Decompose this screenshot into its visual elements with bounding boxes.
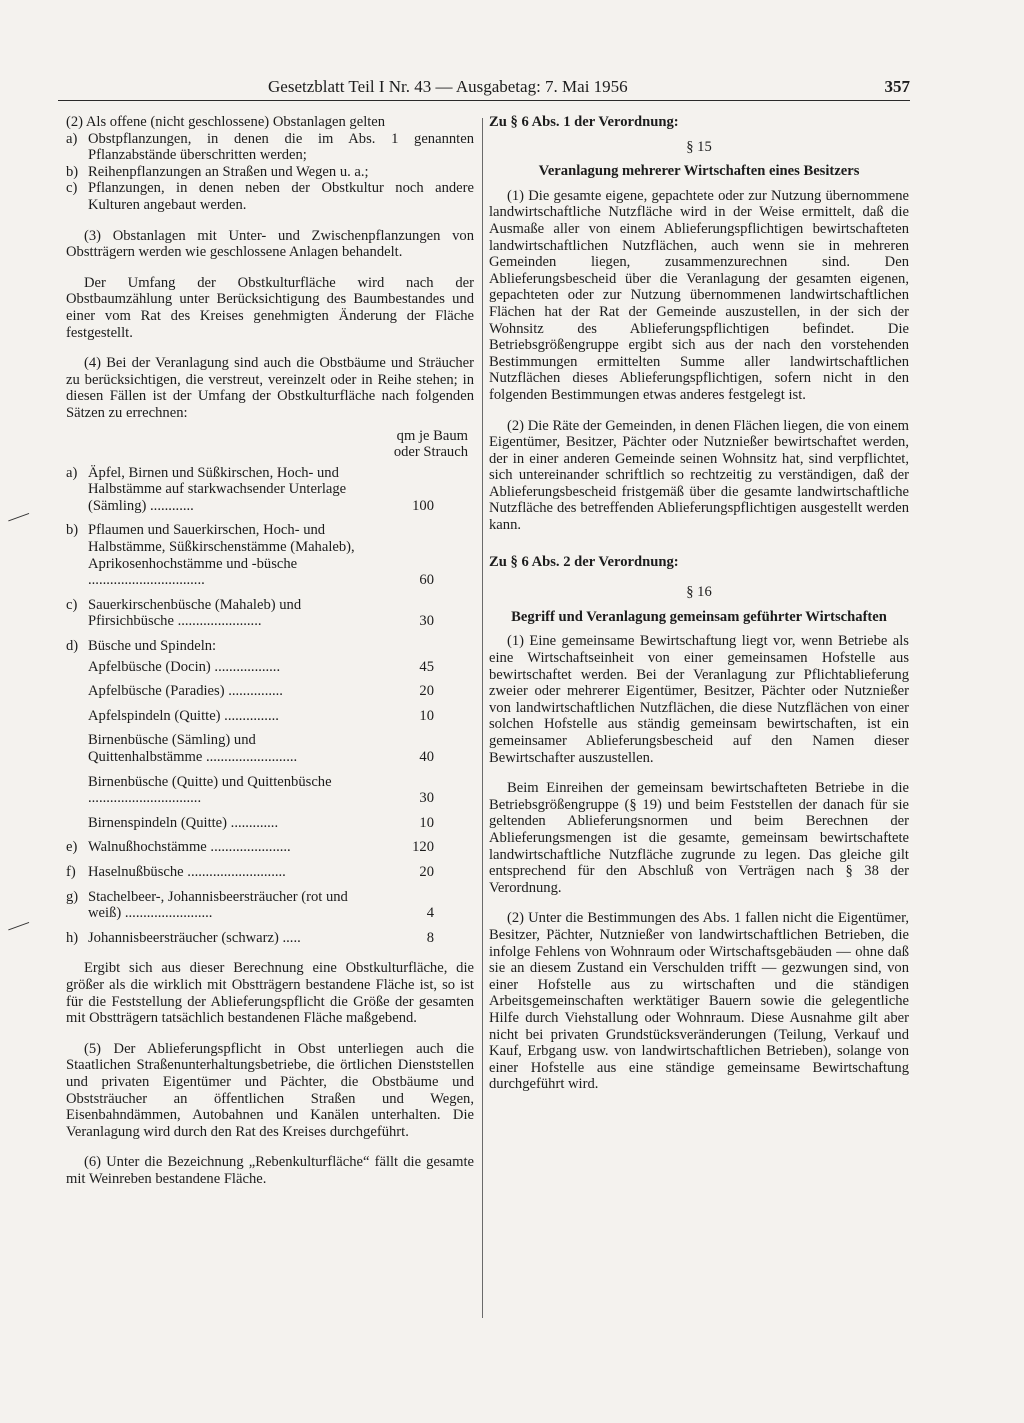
row-text: Apfelspindeln (Quitte) ............... <box>88 707 279 724</box>
list-label: b) <box>66 163 79 180</box>
row-text: Johannisbeersträucher (schwarz) ..... <box>88 929 301 946</box>
row-value: 100 <box>412 497 434 514</box>
row-text: Pflaumen und Sauerkirschen, Hoch- und Halbstämme, Süßkirschenstämme (Mahaleb), Aprikosenhochstämme und -büsche ................................ <box>88 522 355 589</box>
row-label: b) <box>66 522 79 539</box>
list-text: Obstpflanzungen, in denen die im Abs. 1 genannten Pflanzabstände überschritten werden; <box>88 130 474 164</box>
left-column <box>66 114 474 1201</box>
row-value: 20 <box>419 863 434 880</box>
table-subrow <box>66 774 474 807</box>
table-subrow <box>66 732 474 765</box>
list-item <box>66 180 474 213</box>
list-text: Reihenpflanzungen an Straßen und Wegen u. a.; <box>88 163 369 180</box>
paragraph-2-intro: (2) Als offene (nicht geschlossene) Obstanlagen gelten <box>66 114 386 130</box>
section-number: § 16 <box>686 584 712 601</box>
paragraph-3b: Der Umfang der Obstkulturfläche wird nach der Obstbaumzählung unter Berücksichtigung des Baumbestandes und einer vom Rat des Kreises genehmigten Änderung der Fläche festgestellt. <box>66 274 474 341</box>
list-label: c) <box>66 180 78 197</box>
row-value: 30 <box>419 613 434 630</box>
table-row <box>66 465 474 515</box>
margin-mark <box>5 913 29 931</box>
table-subrow <box>66 659 474 676</box>
row-label: g) <box>66 888 79 905</box>
row-value: 10 <box>419 707 434 724</box>
header-rule <box>58 100 910 101</box>
table-header-line-2: oder Strauch <box>393 444 468 461</box>
paragraph-4b: Ergibt sich aus dieser Berechnung eine Obstkulturfläche, die größer als die wirklich mit Obstträgern bestandene Fläche ist, so ist für die Feststellung der Ablieferungspflicht die Größe der gesamten mit Obstträgern tatsächlich bestandenen Fläche maßgebend. <box>66 960 474 1027</box>
list-item <box>66 131 474 164</box>
table-subrow <box>66 683 474 700</box>
list-text: Pflanzungen, in denen neben der Obstkultur noch andere Kulturen angebaut werden. <box>88 180 474 213</box>
row-text: Birnenbüsche (Sämling) und Quittenhalbstämme ......................... <box>88 732 298 765</box>
paragraph-6: (6) Unter die Bezeichnung „Rebenkulturfläche“ fällt die gesamte mit Weinreben bestandene Fläche. <box>66 1154 474 1187</box>
row-text: Stachelbeer-, Johannisbeersträucher (rot und weiß) ........................ <box>88 888 348 922</box>
row-value: 8 <box>426 929 434 946</box>
table-row <box>66 522 474 588</box>
row-label: e) <box>66 839 78 856</box>
header-title: Gesetzblatt Teil I Nr. 43 — Ausgabetag: 7. Mai 1956 <box>268 77 628 96</box>
row-value: 60 <box>419 572 434 589</box>
row-value: 30 <box>419 790 434 807</box>
paragraph-2 <box>66 114 474 214</box>
section-15-paragraph-2: (2) Die Räte der Gemeinden, in denen Flächen liegen, die von einem Eigentümer, Besitzer, Pächter oder Nutznießer bewirtschaftet werden, der in einer anderen Gemeinde seinen Wohnsitz hat, sind verpflichtet, sich untereinander schriftlich so rechtzeitig zu verständigen, daß der Ablieferungsbescheid fristgemäß über die gesamte landwirtschaftliche Nutzfläche des betreffenden Ablieferungspflichtigen ausgestellt werden kann. <box>489 417 909 534</box>
row-text: Sauerkirschenbüsche (Mahaleb) und Pfirsichbüsche ....................... <box>88 596 302 630</box>
section-reference: Zu § 6 Abs. 2 der Verordnung: <box>489 553 679 570</box>
table-header-line-1: qm je Baum <box>396 427 468 444</box>
table-row <box>66 597 474 630</box>
paragraph-3: (3) Obstanlagen mit Unter- und Zwischenpflanzungen von Obstträgern werden wie geschlossene Anlagen behandelt. <box>66 227 474 261</box>
row-text: Apfelbüsche (Docin) .................. <box>88 658 281 675</box>
list-item <box>66 164 474 181</box>
row-label: a) <box>66 464 78 481</box>
row-label: f) <box>66 863 76 880</box>
section-16-paragraph-1b: Beim Einreihen der gemeinsam bewirtschafteten Betriebe in die Betriebsgrößengruppe (§ 19) und beim Feststellen der danach für sie geltenden Ablieferungsnormen und beim Berechnen der Ablieferungsmengen ist die gesamte, gemeinsam bewirtschaftete landwirtschaftliche Nutzfläche zugrunde zu legen. Das gleiche gilt entsprechend für den Abschluß von Verträgen nach § 38 der Verordnung. <box>489 780 909 896</box>
row-text: Äpfel, Birnen und Süßkirschen, Hoch- und Halbstämme auf starkwachsender Unterlage (Sämling) ............ <box>88 464 347 514</box>
row-label: h) <box>66 929 79 946</box>
row-value: 10 <box>419 814 434 831</box>
section-title: Veranlagung mehrerer Wirtschaften eines Besitzers <box>538 163 860 180</box>
table-row <box>66 864 474 881</box>
paragraph-5: (5) Der Ablieferungspflicht in Obst unterliegen auch die Staatlichen Straßenunterhaltungsbetriebe, die örtlichen Dienststellen und privaten Eigentümer und Pächter, die Obstbäume und Obststräucher an öffentlichen Straßen und Wegen, Eisenbahndämmen, Autobahnen und Kanälen unterhalten. Die Veranlagung wird durch den Rat des Kreises durchgeführt. <box>66 1040 474 1140</box>
row-value: 120 <box>412 839 434 856</box>
section-16-paragraph-1: (1) Eine gemeinsame Bewirtschaftung liegt vor, wenn Betriebe als eine Wirtschaftseinheit von einer gemeinsamen Hofstelle aus bewirtschaftet werden. Bei der Veranlagung zur Pflichtablieferung zweier oder mehrerer Eigentümer, Besitzer, Pächter oder Nutznießer von landwirtschaftlichen Nutzflächen, die diese Nutzflächen von einer solchen Hofstelle aus ständig gemeinsam bewirtschaften, ist ein gemeinsamer Ablieferungsbescheid auf den Namen dieser Bewirtschafter auszustellen. <box>489 633 909 766</box>
section-number: § 15 <box>686 138 712 155</box>
row-text: Apfelbüsche (Paradies) ............... <box>88 683 283 700</box>
row-label: d) <box>66 638 79 655</box>
paragraph-4: (4) Bei der Veranlagung sind auch die Obstbäume und Sträucher zu berücksichtigen, die verstreut, vereinzelt oder in Reihe stehen; in diesen Fällen ist der Umfang der Obstkulturfläche nach folgenden Sätzen zu errechnen: <box>66 355 474 421</box>
row-text: Birnenspindeln (Quitte) ............. <box>88 814 279 831</box>
table-row <box>66 839 474 856</box>
row-text: Büsche und Spindeln: <box>88 638 217 655</box>
section-15-paragraph-1: (1) Die gesamte eigene, gepachtete oder zur Nutzung übernommene landwirtschaftliche Nutzfläche wird in der Weise ermittelt, daß die Ausmaße aller von einem Ablieferungspflichtigen bewirtschafteten landwirtschaftlichen Nutzflächen, auch wenn sie in mehreren Gemeinden liegen, zusammenzurechnen sind. Den Ablieferungsbescheid über die Veranlagung der gesamten eigenen, gepachteten oder zur Nutzung übernommenen landwirtschaftlichen Flächen hat der Rat der Gemeinde auszustellen, in der sich der Wohnsitz des Ablieferungspflichtigen befindet. Die Betriebsgrößengruppe ergibt sich aus der nach den vorstehenden Bestimmungen ermittelten Summe aller landwirtschaftlichen Nutzflächen dieses Ablieferungspflichtigen, sofern nicht in den folgenden Bestimmungen etwas anderes festgelegt ist. <box>489 187 909 403</box>
row-value: 4 <box>426 905 434 922</box>
row-value: 45 <box>419 658 434 675</box>
row-label: c) <box>66 596 78 613</box>
table-subrow <box>66 708 474 725</box>
table-row-group-title <box>66 638 474 655</box>
margin-mark <box>5 504 29 522</box>
row-value: 40 <box>419 749 434 765</box>
list-label: a) <box>66 130 78 147</box>
right-column <box>489 114 909 1107</box>
row-value: 20 <box>419 683 434 700</box>
column-divider <box>482 118 483 1318</box>
table-header <box>66 428 474 461</box>
table-row <box>66 889 474 922</box>
section-16-paragraph-2: (2) Unter die Bestimmungen des Abs. 1 fallen nicht die Eigentümer, Besitzer, Pächter, Nutznießer von landwirtschaftlichen Betrieben, die infolge Fehlens von Wohnraum oder Wirtschaftsgebäuden — ohne daß sie an diesem Zustand ein Verschulden trifft — gezwungen sind, von einer Hofstelle aus zu wirtschaften und die ständigen Arbeitsgemeinschaften werktätiger Bauern sowie die gelegentliche Hilfe durch Viehstallung oder Wohnraum. Diese Ausnahme gilt aber nicht bei privaten Grundstücksveränderungen (Teilung, Verkauf und Kauf, Erbgang usw. von landwirtschaftlichen Betrieben), solange von einer Hofstelle aus eine ständige gemeinsame Bewirtschaftung durchgeführt wird. <box>489 910 909 1093</box>
page-number: 357 <box>884 77 910 96</box>
row-text: Haselnußbüsche ........................... <box>88 863 286 880</box>
table-row <box>66 930 474 947</box>
row-text: Birnenbüsche (Quitte) und Quittenbüsche ............................... <box>88 773 332 807</box>
row-text: Walnußhochstämme ...................... <box>88 839 291 856</box>
section-title: Begriff und Veranlagung gemeinsam geführter Wirtschaften <box>511 608 887 625</box>
table-subrow <box>66 815 474 832</box>
section-reference: Zu § 6 Abs. 1 der Verordnung: <box>489 114 679 130</box>
